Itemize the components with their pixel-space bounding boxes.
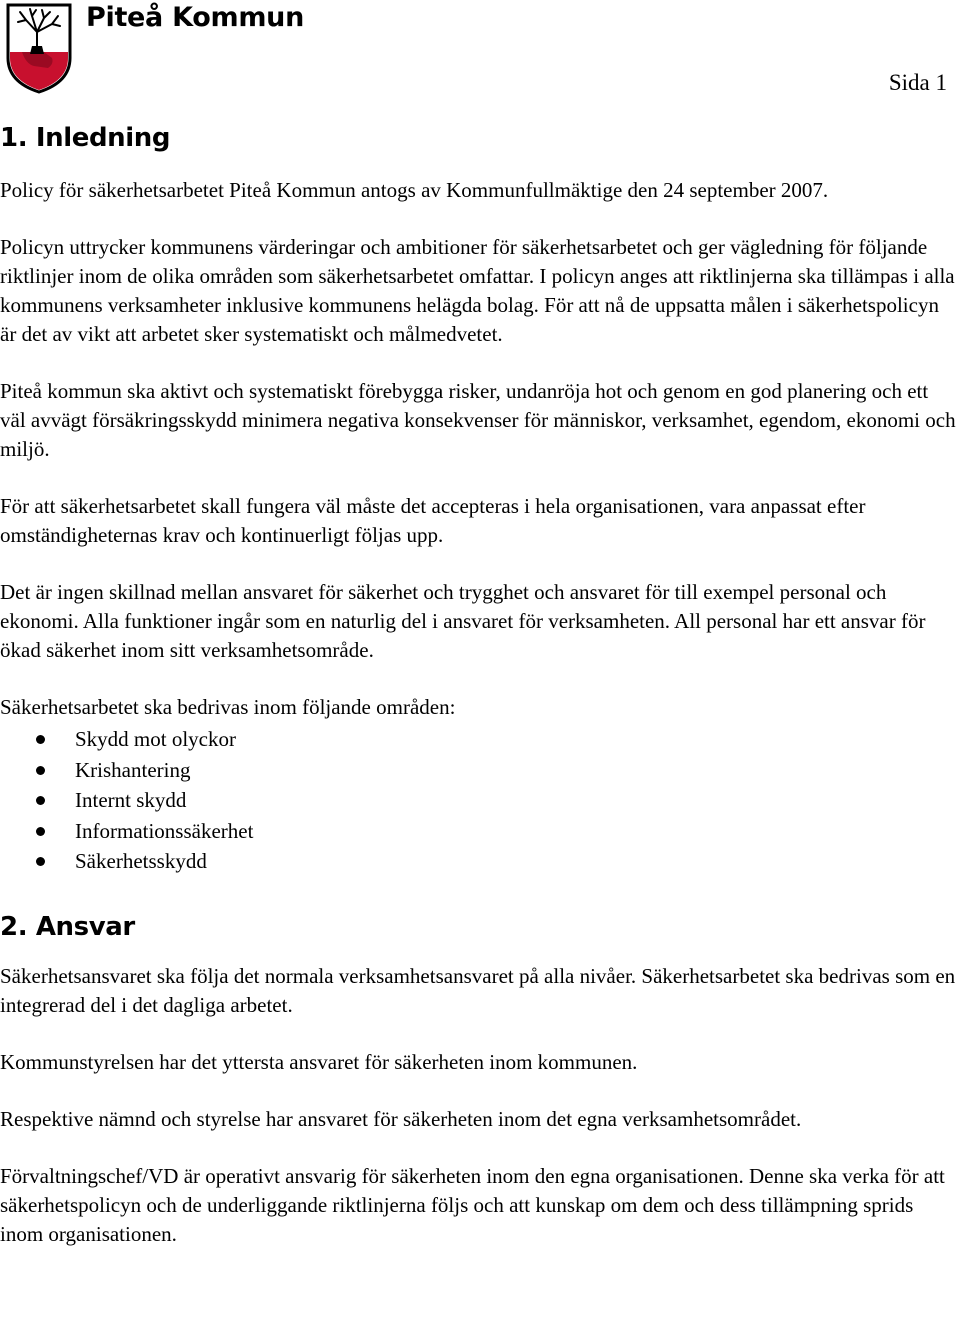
reindeer-shield-icon [4, 2, 74, 94]
list-item-label: Säkerhetsskydd [75, 849, 207, 873]
paragraph: Det är ingen skillnad mellan ansvaret för säkerhet och trygghet och ansvaret för till exempel personal och ekonomi. Alla funktioner ingår som en naturlig del i ansvaret för verksamheten. All personal har ett ansvar för ökad säkerhet inom sitt verksamhetsområde. [0, 580, 926, 662]
paragraph: Policyn uttrycker kommunens värderingar och ambitioner för säkerhetsarbetet och ger vägledning för följande riktlinjer inom de olika områden som säkerhetsarbetet omfattar. I policyn anges att riktlinjerna ska tillämpas i alla kommunens verksamheter inklusive kommunens helägda bolag. För att nå de uppsatta målen i säkerhetspolicyn är det av vikt att arbetet sker systematiskt och målmedvetet. [0, 235, 955, 346]
areas-list [0, 724, 958, 877]
paragraph: Säkerhetsansvaret ska följa det normala verksamhetsansvaret på alla nivåer. Säkerhetsarbetet ska bedrivas som en integrerad del i det dagliga arbetet. [0, 963, 956, 1017]
list-item [0, 846, 958, 877]
bullet-icon [36, 827, 45, 836]
paragraph: Piteå kommun ska aktivt och systematiskt förebygga risker, undanröja hot och genom en god planering och ett väl avvägt försäkringsskydd minimera negativa konsekvenser för människor, verksamhet, egendom, ekonomi och miljö. [0, 379, 956, 461]
list-item-label: Informationssäkerhet [75, 818, 254, 843]
document-header [0, 0, 960, 100]
bullet-icon [36, 857, 45, 866]
section-heading-ansvar: 2. Ansvar [0, 911, 135, 942]
list-item [0, 785, 958, 816]
paragraph: Respektive nämnd och styrelse har ansvaret för säkerheten inom det egna verksamhetsområdet. [0, 1106, 802, 1131]
brand-name: Piteå Kommun [86, 2, 304, 33]
list-item [0, 816, 958, 847]
list-item-label: Skydd mot olyckor [75, 727, 236, 751]
page-number: Sida 1 [888, 70, 947, 95]
document-body [0, 118, 958, 1249]
paragraph: Kommunstyrelsen har det yttersta ansvaret för säkerheten inom kommunen. [0, 1049, 638, 1074]
list-item-label: Internt skydd [75, 788, 187, 812]
section-heading-inledning: 1. Inledning [0, 123, 171, 153]
list-item [0, 755, 958, 786]
list-item [0, 724, 958, 755]
paragraph: Förvaltningschef/VD är operativt ansvarig för säkerheten inom den egna organisationen. Denne ska verka för att säkerhetspolicyn och de underliggande riktlinjerna följs och att kunskap om dem och dess tillämpning sprids inom organisationen. [0, 1163, 945, 1246]
paragraph: För att säkerhetsarbetet skall fungera väl måste det accepteras i hela organisationen, vara anpassat efter omständigheternas krav och kontinuerligt följas upp. [0, 494, 866, 547]
paragraph: Policy för säkerhetsarbetet Piteå Kommun antogs av Kommunfullmäktige den 24 september 2007. [0, 178, 829, 202]
bullet-icon [36, 735, 45, 744]
bullet-icon [36, 766, 45, 775]
areas-intro: Säkerhetsarbetet ska bedrivas inom följande områden: [0, 695, 456, 719]
list-item-label: Krishantering [75, 757, 191, 782]
bullet-icon [36, 796, 45, 805]
